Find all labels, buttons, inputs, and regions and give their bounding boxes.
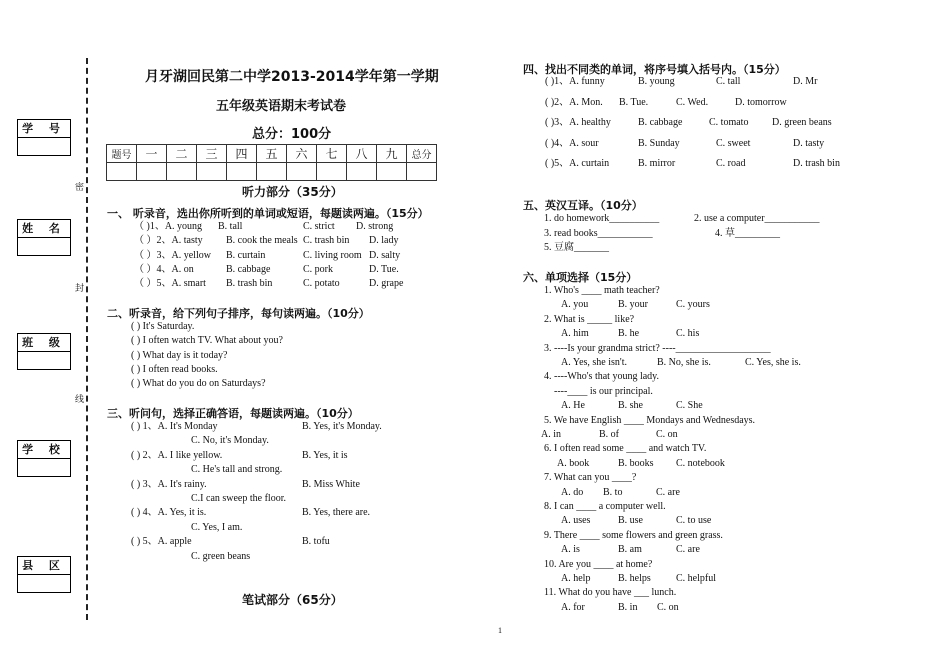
answer-option: A. is	[561, 544, 580, 556]
school-label: 学 校	[18, 441, 70, 459]
answer-option: A. uses	[561, 515, 591, 527]
response-option: B. Yes, there are.	[302, 507, 371, 519]
answer-option: C. She	[676, 400, 703, 412]
odd-one-out-option: D. tasty	[793, 137, 825, 149]
answer-option: A. help	[561, 573, 591, 584]
score-cell[interactable]	[167, 163, 197, 181]
answer-option: B. in	[618, 601, 638, 613]
score-header: 题号	[107, 145, 137, 163]
answer-option: B. No, she is.	[657, 357, 711, 368]
listening-title: 听力部分（35分）	[242, 185, 343, 199]
question-text: 4. ----Who's that young lady.	[544, 371, 660, 383]
odd-one-out-option: C. tall	[716, 76, 741, 87]
answer-option: C. yours	[676, 299, 710, 311]
answer-option: C. on	[656, 429, 678, 440]
written-title: 笔试部分（65分）	[242, 593, 343, 607]
choice-option: B. trash bin	[226, 278, 273, 290]
score-cell[interactable]	[407, 163, 437, 181]
school-title: 月牙湖回民第二中学2013-2014学年第一学期	[145, 69, 439, 85]
score-header: 五	[257, 145, 287, 163]
score-table	[106, 144, 437, 181]
score-header-row	[107, 145, 437, 163]
answer-option: C. are	[656, 486, 680, 498]
score-cell[interactable]	[347, 163, 377, 181]
response-option: ( ) 3、A. It's rainy.	[131, 478, 207, 490]
odd-one-out-option: ( )1、A. funny	[545, 76, 605, 87]
section-5-title: 五、英汉互译。（10分）	[523, 199, 643, 212]
choice-option: B. tall	[218, 221, 243, 232]
score-header: 七	[317, 145, 347, 163]
choice-option: D. grape	[369, 278, 404, 290]
choice-option: D. strong	[356, 221, 394, 232]
question-text: 6. I often read some ____ and watch TV.	[544, 443, 707, 455]
county-field[interactable]	[18, 575, 70, 592]
question-text: ----____ is our principal.	[554, 385, 653, 397]
section-3-title: 三、听问句，选择正确答语，每题读两遍。（10分）	[107, 407, 359, 420]
student-id-label: 学 号	[18, 120, 70, 138]
response-option: C. He's tall and strong.	[191, 464, 283, 476]
choice-option: D. Tue.	[369, 263, 399, 275]
odd-one-out-option: C. Wed.	[676, 96, 709, 108]
score-header: 二	[167, 145, 197, 163]
answer-option: B. books	[618, 457, 654, 469]
choice-option: C. strict	[303, 221, 335, 232]
answer-option: C. on	[657, 601, 679, 613]
odd-one-out-option: C. tomato	[709, 117, 749, 128]
choice-option: B. cook the meals	[226, 235, 298, 247]
answer-option: A. you	[561, 299, 589, 311]
response-option: ( ) 1、A. It's Monday	[131, 421, 218, 432]
answer-option: B. he	[618, 328, 640, 340]
choice-option: D. salty	[369, 249, 401, 261]
county-label: 县 区	[18, 557, 70, 575]
score-cell[interactable]	[317, 163, 347, 181]
answer-option: B. use	[618, 515, 643, 527]
odd-one-out-option: D. Mr	[793, 76, 818, 87]
school-field[interactable]	[18, 459, 70, 476]
answer-option: A. book	[557, 457, 590, 469]
odd-one-out-option: B. Tue.	[619, 96, 649, 108]
score-header: 四	[227, 145, 257, 163]
question-text: 8. I can ____ a computer well.	[544, 501, 666, 512]
odd-one-out-option: B. young	[638, 76, 675, 87]
response-option: B. Yes, it is	[302, 449, 348, 461]
choice-option: （ ）2、A. tasty	[134, 235, 203, 247]
exam-title: 五年级英语期末考试卷	[216, 99, 347, 114]
student-id-box[interactable]	[17, 119, 71, 156]
answer-option: C. are	[676, 544, 700, 556]
score-cell[interactable]	[197, 163, 227, 181]
response-option: B. tofu	[302, 536, 330, 548]
ordering-item: ( ) It's Saturday.	[131, 321, 195, 332]
answer-option: B. your	[618, 299, 648, 311]
answer-option: B. helps	[618, 573, 651, 584]
odd-one-out-option: ( )4、A. sour	[545, 137, 599, 149]
odd-one-out-option: C. sweet	[716, 137, 751, 149]
class-box[interactable]	[17, 333, 71, 370]
answer-option: C. notebook	[676, 457, 725, 469]
odd-one-out-option: C. road	[716, 158, 746, 169]
response-option: ( ) 5、A. apple	[131, 536, 192, 548]
choice-option: C. trash bin	[303, 235, 350, 247]
odd-one-out-option: D. tomorrow	[735, 96, 787, 108]
choice-option: B. curtain	[226, 249, 266, 261]
choice-option: C. potato	[303, 278, 340, 290]
answer-option: C. Yes, she is.	[745, 357, 801, 368]
score-cell[interactable]	[107, 163, 137, 181]
score-header: 三	[197, 145, 227, 163]
section-6-title: 六、单项选择（15分）	[523, 271, 638, 284]
odd-one-out-option: ( )3、A. healthy	[545, 117, 611, 128]
odd-one-out-option: ( )5、A. curtain	[545, 158, 610, 169]
translation-1: 1. do homework__________	[544, 213, 660, 224]
question-text: 2. What is _____ like?	[544, 313, 635, 325]
choice-option: D. lady	[369, 235, 399, 247]
question-text: 11. What do you have ___ lunch.	[544, 587, 677, 599]
response-option: B. Yes, it's Monday.	[302, 421, 382, 432]
odd-one-out-option: D. trash bin	[793, 158, 840, 169]
odd-one-out-option: B. Sunday	[638, 137, 680, 149]
class-field[interactable]	[18, 352, 70, 369]
choice-option: C. living room	[303, 249, 362, 261]
response-option: C. No, it's Monday.	[191, 435, 269, 447]
answer-option: B. to	[603, 486, 623, 498]
response-option: C.I can sweep the floor.	[191, 493, 286, 504]
choice-option: （ ）4、A. on	[134, 263, 194, 275]
odd-one-out-option: D. green beans	[772, 117, 832, 128]
student-id-field[interactable]	[18, 138, 70, 155]
score-header: 八	[347, 145, 377, 163]
binding-line	[86, 58, 88, 620]
answer-option: B. she	[618, 400, 643, 412]
response-option: C. green beans	[191, 550, 251, 562]
ordering-item: ( ) What day is it today?	[131, 349, 228, 361]
question-text: 3. ----Is your grandma strict? ----___________________	[544, 342, 771, 354]
ordering-item: ( ) I often read books.	[131, 363, 218, 375]
total-score: 总分：100分	[252, 127, 332, 142]
choice-option: （ ）3、A. yellow	[134, 249, 211, 261]
section-2-title: 二、听录音，给下列句子排序，每句读两遍。（10分）	[107, 307, 370, 320]
section-1-title: 一、 听录音，选出你所听到的单词或短语，每题读两遍。（15分）	[107, 207, 429, 220]
score-blank-row	[107, 163, 437, 181]
ordering-item: ( ) What do you do on Saturdays?	[131, 378, 266, 390]
score-header: 六	[287, 145, 317, 163]
name-box[interactable]	[17, 219, 71, 256]
seal-char: 密	[75, 183, 85, 193]
choice-option: B. cabbage	[226, 263, 271, 275]
name-label: 姓 名	[18, 220, 70, 238]
answer-option: A. do	[561, 486, 584, 498]
score-cell[interactable]	[227, 163, 257, 181]
page-number: 1	[498, 626, 502, 635]
name-field[interactable]	[18, 238, 70, 255]
translation-4: 4. 草_________	[715, 228, 780, 239]
answer-option: C. helpful	[676, 573, 716, 584]
question-text: 9. There ____ some flowers and green grass.	[544, 529, 723, 541]
choice-option: （ ）5、A. smart	[134, 278, 206, 290]
county-box[interactable]	[17, 556, 71, 593]
question-text: 10. Are you ____ at home?	[544, 558, 653, 570]
score-cell[interactable]	[377, 163, 407, 181]
response-option: B. Miss White	[302, 478, 360, 490]
answer-option: B. am	[618, 544, 642, 556]
school-box[interactable]	[17, 440, 71, 477]
section-4-title: 四、找出不同类的单词，将序号填入括号内。（15分）	[523, 63, 786, 76]
response-option: C. Yes, I am.	[191, 521, 243, 533]
class-label: 班 级	[18, 334, 70, 352]
choice-option: C. pork	[303, 263, 333, 275]
response-option: ( ) 2、A. I like yellow.	[131, 449, 223, 461]
translation-3: 3. read books___________	[544, 228, 653, 239]
answer-option: A. Yes, she isn't.	[561, 357, 627, 368]
odd-one-out-option: B. mirror	[638, 158, 676, 169]
question-text: 7. What can you ____?	[544, 472, 637, 484]
ordering-item: ( ) I often watch TV. What about you?	[131, 335, 283, 347]
answer-option: A. him	[561, 328, 589, 340]
choice-option: （ )1、A. young	[134, 221, 203, 232]
seal-char: 线	[75, 395, 85, 405]
odd-one-out-option: ( )2、A. Mon.	[545, 96, 603, 108]
answer-option: C. to use	[676, 515, 712, 527]
answer-option: C. his	[676, 328, 700, 340]
answer-option: A. He	[561, 400, 585, 412]
odd-one-out-option: B. cabbage	[638, 117, 683, 128]
score-header: 一	[137, 145, 167, 163]
answer-option: A. in	[541, 429, 561, 440]
answer-option: A. for	[561, 601, 585, 613]
answer-option: B. of	[599, 429, 619, 440]
score-cell[interactable]	[287, 163, 317, 181]
translation-2: 2. use a computer___________	[694, 213, 820, 224]
seal-char: 封	[75, 284, 85, 294]
translation-5: 5. 豆腐_______	[544, 242, 609, 253]
score-cell[interactable]	[257, 163, 287, 181]
score-header: 总分	[407, 145, 437, 163]
response-option: ( ) 4、A. Yes, it is.	[131, 507, 207, 519]
score-header: 九	[377, 145, 407, 163]
question-text: 1. Who's ____ math teacher?	[544, 285, 660, 296]
question-text: 5. We have English ____ Mondays and Wednesdays.	[544, 414, 756, 426]
score-cell[interactable]	[137, 163, 167, 181]
